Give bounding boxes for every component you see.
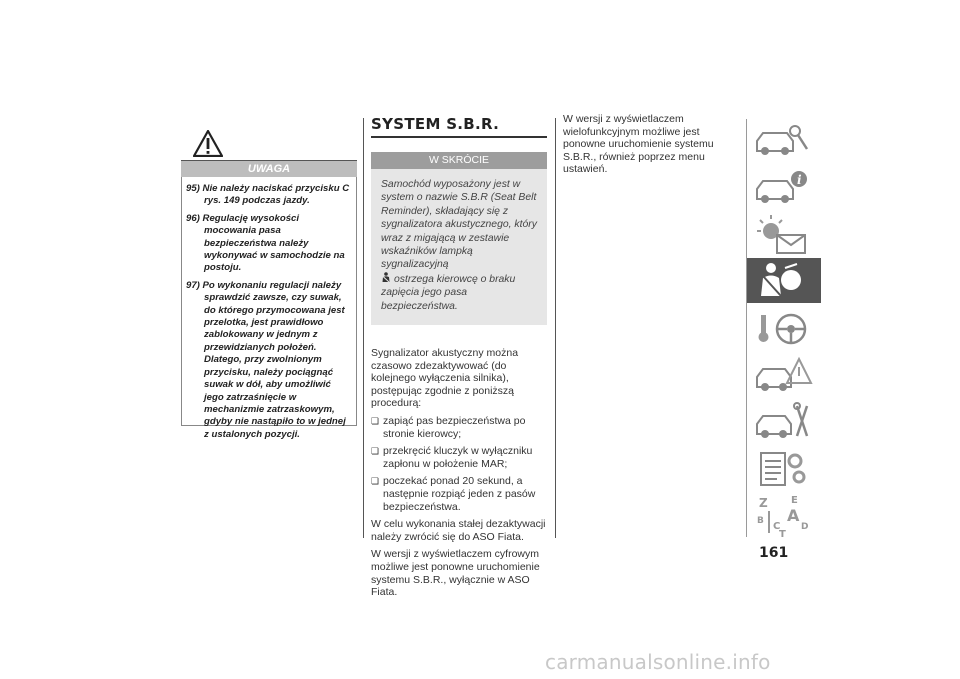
seatbelt-airbag-icon [751, 260, 815, 302]
warning-header-label: UWAGA [247, 163, 291, 175]
tab-car-info[interactable] [747, 165, 821, 210]
car-breakdown-icon [751, 353, 815, 395]
page-number: 161 [759, 545, 789, 561]
warning-body [181, 177, 357, 440]
technical-data-icon [751, 447, 815, 489]
section-body [371, 347, 547, 599]
paragraph: W wersji z wyświetlaczem cyfrowym możliwe jest ponowne uruchomienie systemu S.B.R., wyłącznie w ASO Fiata. [371, 548, 540, 599]
car-maintenance-icon [751, 400, 815, 442]
warning-item: 96) Regulację wysokości mocowania pasa bezpieczeństwa należy wykonywać w samochodzie na postoju. [186, 212, 345, 274]
warning-header [181, 160, 357, 177]
column-divider [555, 118, 556, 538]
svg-text:A: A [787, 506, 800, 525]
tab-index[interactable] [747, 491, 821, 536]
summary-text: ostrzega kierowcę o braku zapięcia jego pasa bezpieczeństwa. [381, 273, 516, 312]
list-item: ❏ zapiąć pas bezpieczeństwa po stronie kierowcy; [371, 415, 547, 440]
warning-triangle-icon [193, 130, 223, 157]
warning-item: 97) Po wykonaniu regulacji należy sprawdzić zawsze, czy suwak, do którego przymocowana jest przelotka, jest prawidłowo zablokowany w jednym z przewidzianych położeń. Dlatego, przy zwolnionym przycisku, należy pociągnąć suwak w dół, aby umożliwić jego zatrzaśnięcie w mechanizmie zatrzaskowym, gdyby nie nastąpiło to w jednej z ustalonych pozycji. [186, 279, 346, 440]
tab-car-key[interactable] [747, 119, 821, 164]
seatbelt-warning-icon [381, 272, 391, 284]
summary-header: W SKRÓCIE [371, 152, 547, 169]
svg-text:Z: Z [759, 496, 768, 510]
key-steering-wheel-icon [751, 307, 815, 349]
summary-text: Samochód wyposażony jest w system o nazwie S.B.R (Seat Belt Reminder), składający się z sygnalizatora akustycznego, który wraz z migającą w zestawie wskaźników lampką sygnalizacyjną [381, 179, 537, 271]
svg-text:C: C [773, 521, 781, 532]
list-item: ❏ przekręcić kluczyk w wyłączniku zapłonu w położenie MAR; [371, 445, 547, 470]
svg-text:i: i [797, 173, 802, 187]
tab-starting-driving[interactable] [747, 305, 821, 350]
column-divider [363, 118, 364, 538]
svg-text:D: D [801, 522, 809, 532]
list-item: ❏ poczekać ponad 20 sekund, a następnie rozpiąć jeden z pasów bezpieczeństwa. [371, 475, 547, 513]
paragraph: W wersji z wyświetlaczem wielofunkcyjnym możliwe jest ponowne uruchomienie systemu S.B.R., również poprzez menu ustawień. [563, 113, 714, 176]
tab-technical-data[interactable] [747, 445, 821, 490]
svg-text:E: E [791, 495, 798, 506]
car-info-icon [751, 167, 815, 207]
chapter-tabs [746, 119, 820, 537]
warning-lights-icon [751, 213, 815, 255]
sbr-section [371, 115, 547, 604]
car-key-icon [751, 121, 815, 161]
tab-safety[interactable] [747, 258, 821, 303]
summary-box [371, 169, 547, 325]
tab-emergency[interactable] [747, 351, 821, 396]
tab-maintenance[interactable] [747, 398, 821, 443]
right-column [563, 113, 741, 181]
warning-panel [181, 126, 357, 440]
section-title: SYSTEM S.B.R. [371, 115, 547, 138]
tab-warning-lights[interactable] [747, 211, 821, 256]
warning-item: 95) Nie należy naciskać przycisku C rys. 149 podczas jazdy. [186, 183, 350, 207]
alphabetical-index-icon [751, 493, 815, 537]
paragraph: W celu wykonania stałej dezaktywacji należy zwrócić się do ASO Fiata. [371, 518, 546, 543]
paragraph: Sygnalizator akustyczny można czasowo zdezaktywować (do kolejnego wyłączenia silnika), postępując zgodnie z poniższą procedurą: [371, 347, 519, 410]
svg-text:T: T [779, 529, 786, 537]
watermark: carmanualsonline.info [545, 650, 771, 674]
svg-text:B: B [757, 516, 764, 526]
